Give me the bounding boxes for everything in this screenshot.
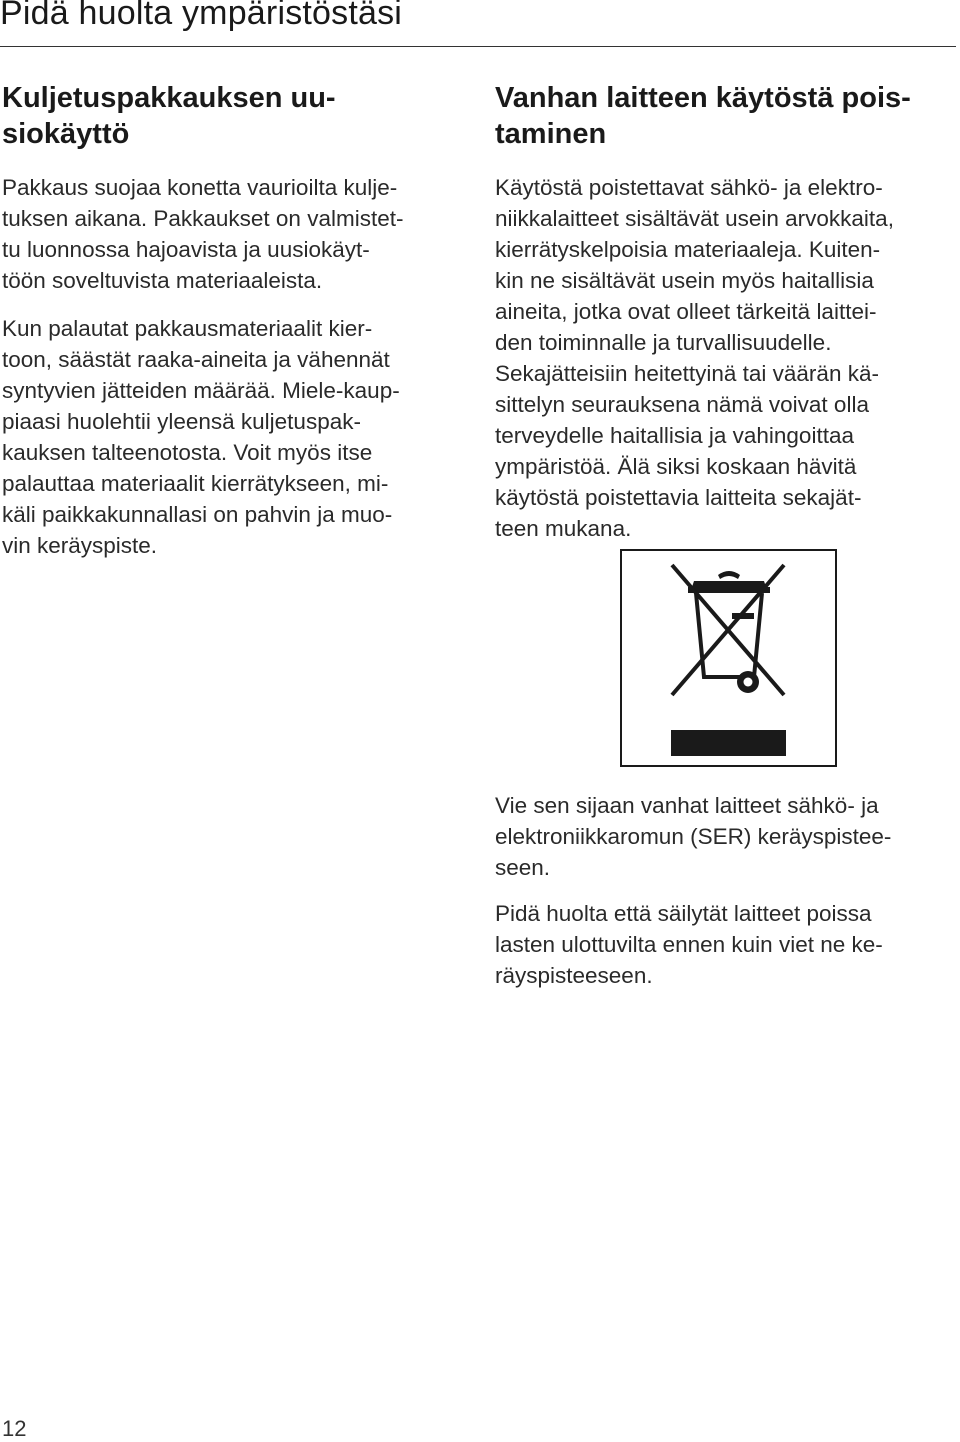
text-line: elektroniikkaromun (SER) keräyspistee- [495,824,892,849]
text-line: tuksen aikana. Pakkaukset on valmistet- [2,206,404,231]
text-line: aineita, jotka ovat olleet tärkeitä laittei- [495,299,877,324]
paragraph-disposal-info [495,172,955,544]
heading-line: Vanhan laitteen käytöstä pois- [495,82,911,114]
text-line: kin ne sisältävät usein myös haitallisia [495,268,874,293]
text-line: lasten ulottuvilta ennen kuin viet ne ke- [495,932,883,957]
text-line: Sekajätteisiin heitettyinä tai väärän kä- [495,361,879,386]
paragraph-collection-point [495,790,955,883]
text-line: niikkalaitteet sisältävät usein arvokkaita, [495,206,894,231]
right-column [495,80,955,544]
text-line: räyspisteeseen. [495,963,653,988]
page-number: 12 [2,1416,27,1441]
text-line: piaasi huolehtii yleensä kuljetuspak- [2,409,361,434]
text-line: tu luonnossa hajoavista ja uusiokäyt- [2,237,370,262]
crossed-out-wheelie-bin-icon [620,549,837,767]
paragraph-packaging-protection [2,172,472,296]
text-line: Vie sen sijaan vanhat laitteet sähkö- ja [495,793,879,818]
left-column [2,80,472,561]
text-line: teen mukana. [495,516,632,541]
heading-line: Kuljetuspakkauksen uu- [2,82,336,114]
text-line: kierrätyskelpoisia materiaaleja. Kuiten- [495,237,881,262]
text-line: käli paikkakunnallasi on pahvin ja muo- [2,502,393,527]
text-line: Pidä huolta että säilytät laitteet poissa [495,901,872,926]
title-divider [0,46,956,47]
text-line: sittelyn seurauksena nämä voivat olla [495,392,869,417]
text-line: kauksen talteenotosta. Voit myös itse [2,440,373,465]
text-line: ympäristöä. Älä siksi koskaan hävitä [495,454,857,479]
text-line: Käytöstä poistettavat sähkö- ja elektro- [495,175,883,200]
text-line: palauttaa materiaalit kierrätykseen, mi- [2,471,389,496]
text-line: vin keräyspiste. [2,533,158,558]
page-title: Pidä huolta ympäristöstäsi [0,0,403,32]
text-line: den toiminnalle ja turvallisuudelle. [495,330,832,355]
paragraph-packaging-recycling [2,313,472,561]
text-line: käytöstä poistettavia laitteita sekajät- [495,485,862,510]
text-line: terveydelle haitallisia ja vahingoittaa [495,423,854,448]
text-line: syntyvien jätteiden määrää. Miele-kaup- [2,378,400,403]
heading-line: siokäyttö [2,118,130,150]
text-line: töön soveltuvista materiaaleista. [2,268,323,293]
section-heading-transport-packaging [2,80,472,152]
text-line: Kun palautat pakkausmateriaalit kier- [2,316,373,341]
text-line: seen. [495,855,551,880]
text-line: toon, säästät raaka-aineita ja vähennät [2,347,390,372]
heading-line: taminen [495,118,607,150]
text-line: Pakkaus suojaa konetta vaurioilta kulje- [2,175,398,200]
section-heading-disposal [495,80,955,152]
paragraph-child-safety [495,898,955,991]
